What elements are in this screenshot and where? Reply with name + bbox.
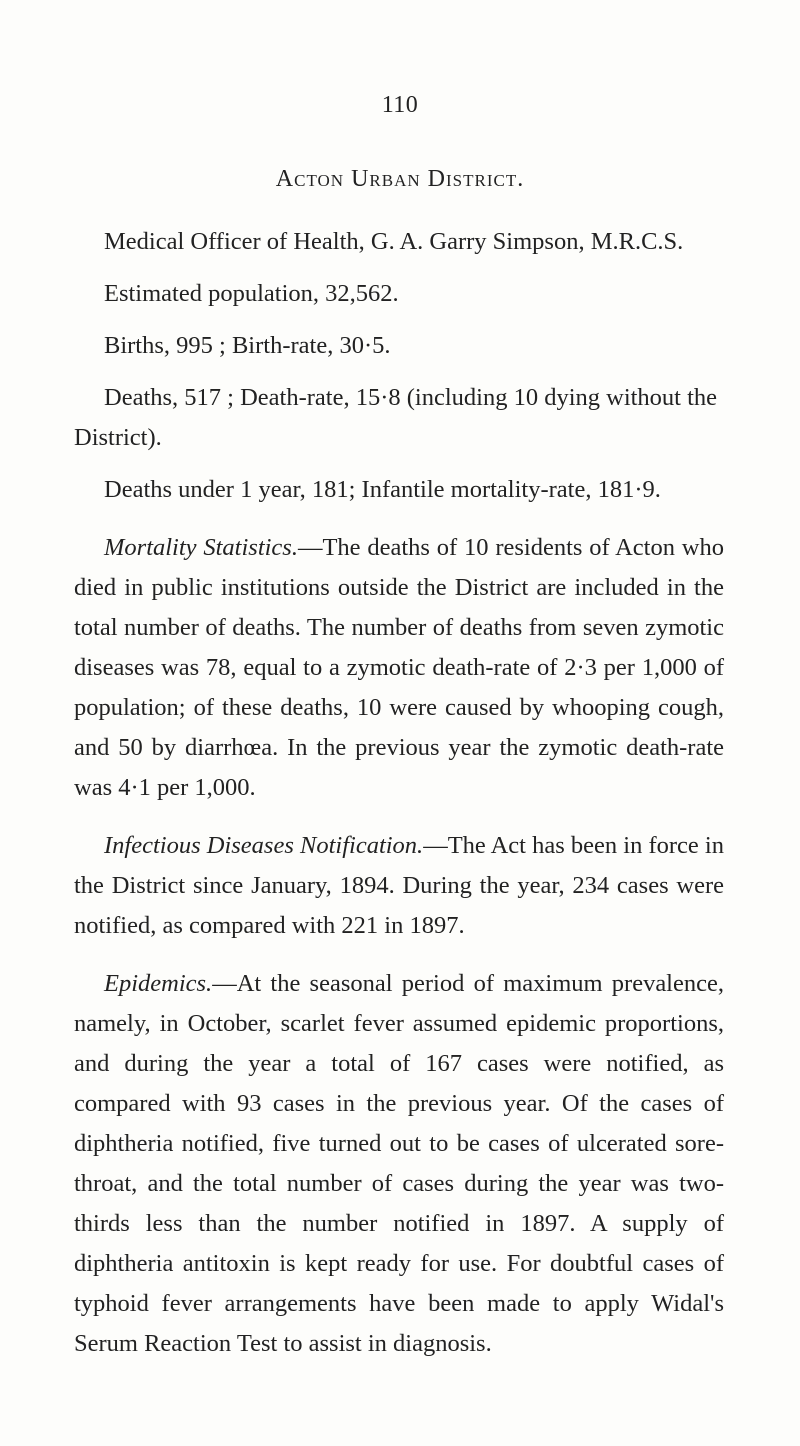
mortality-statistics-text: —The deaths of 10 residents of Acton who died in public institutions outside the District are included in the total number of deaths. The number of deaths from seven zymotic diseases was 78, equal to a zymotic death-rate of 2·3 per 1,000 of population; of these deaths, 10 were caused by whooping cough, and 50 by diarrhœa. In the previous year the zymotic death-rate was 4·1 per 1,000. [74,534,724,801]
deaths-line: Deaths, 517 ; Death-rate, 15·8 (including 10 dying without the District). [74,384,718,451]
body-text [74,222,724,1364]
epidemics-heading: Epidemics. [104,970,213,997]
mortality-statistics-heading: Mortality Statistics. [104,534,298,561]
epidemics-paragraph [74,964,724,1364]
mortality-statistics-paragraph [74,528,724,808]
population-line: Estimated population, 32,562. [104,280,399,307]
infectious-diseases-paragraph [74,826,724,946]
page-number: 110 [381,92,419,118]
epidemics-text: —At the seasonal period of maximum prevalence, namely, in October, scarlet fever assumed epidemic proportions, and during the year a total of 167 cases were notified, as compared with 93 cases in the previous year. Of the cases of diphtheria notified, five turned out to be cases of ulcerated sore-throat, and the total number of cases during the year was two-thirds less than the number notified in 1897. A supply of diphtheria antitoxin is kept ready for use. For doubtful cases of typhoid fever arrangements have been made to apply Widal's Serum Reaction Test to assist in diagnosis. [74,970,724,1357]
infectious-diseases-text: —The Act has been in force in the District since January, 1894. During the year, 234 cases were notified, as compared with 221 in 1897. [74,832,724,939]
page-heading: Acton Urban District. [275,166,525,192]
births-line: Births, 995 ; Birth-rate, 30·5. [104,332,391,359]
infant-deaths-line: Deaths under 1 year, 181; Infantile mortality-rate, 181·9. [104,476,661,503]
medical-officer-line: Medical Officer of Health, G. A. Garry Simpson, M.R.C.S. [104,228,684,255]
infectious-diseases-heading: Infectious Diseases Notification. [104,832,424,859]
